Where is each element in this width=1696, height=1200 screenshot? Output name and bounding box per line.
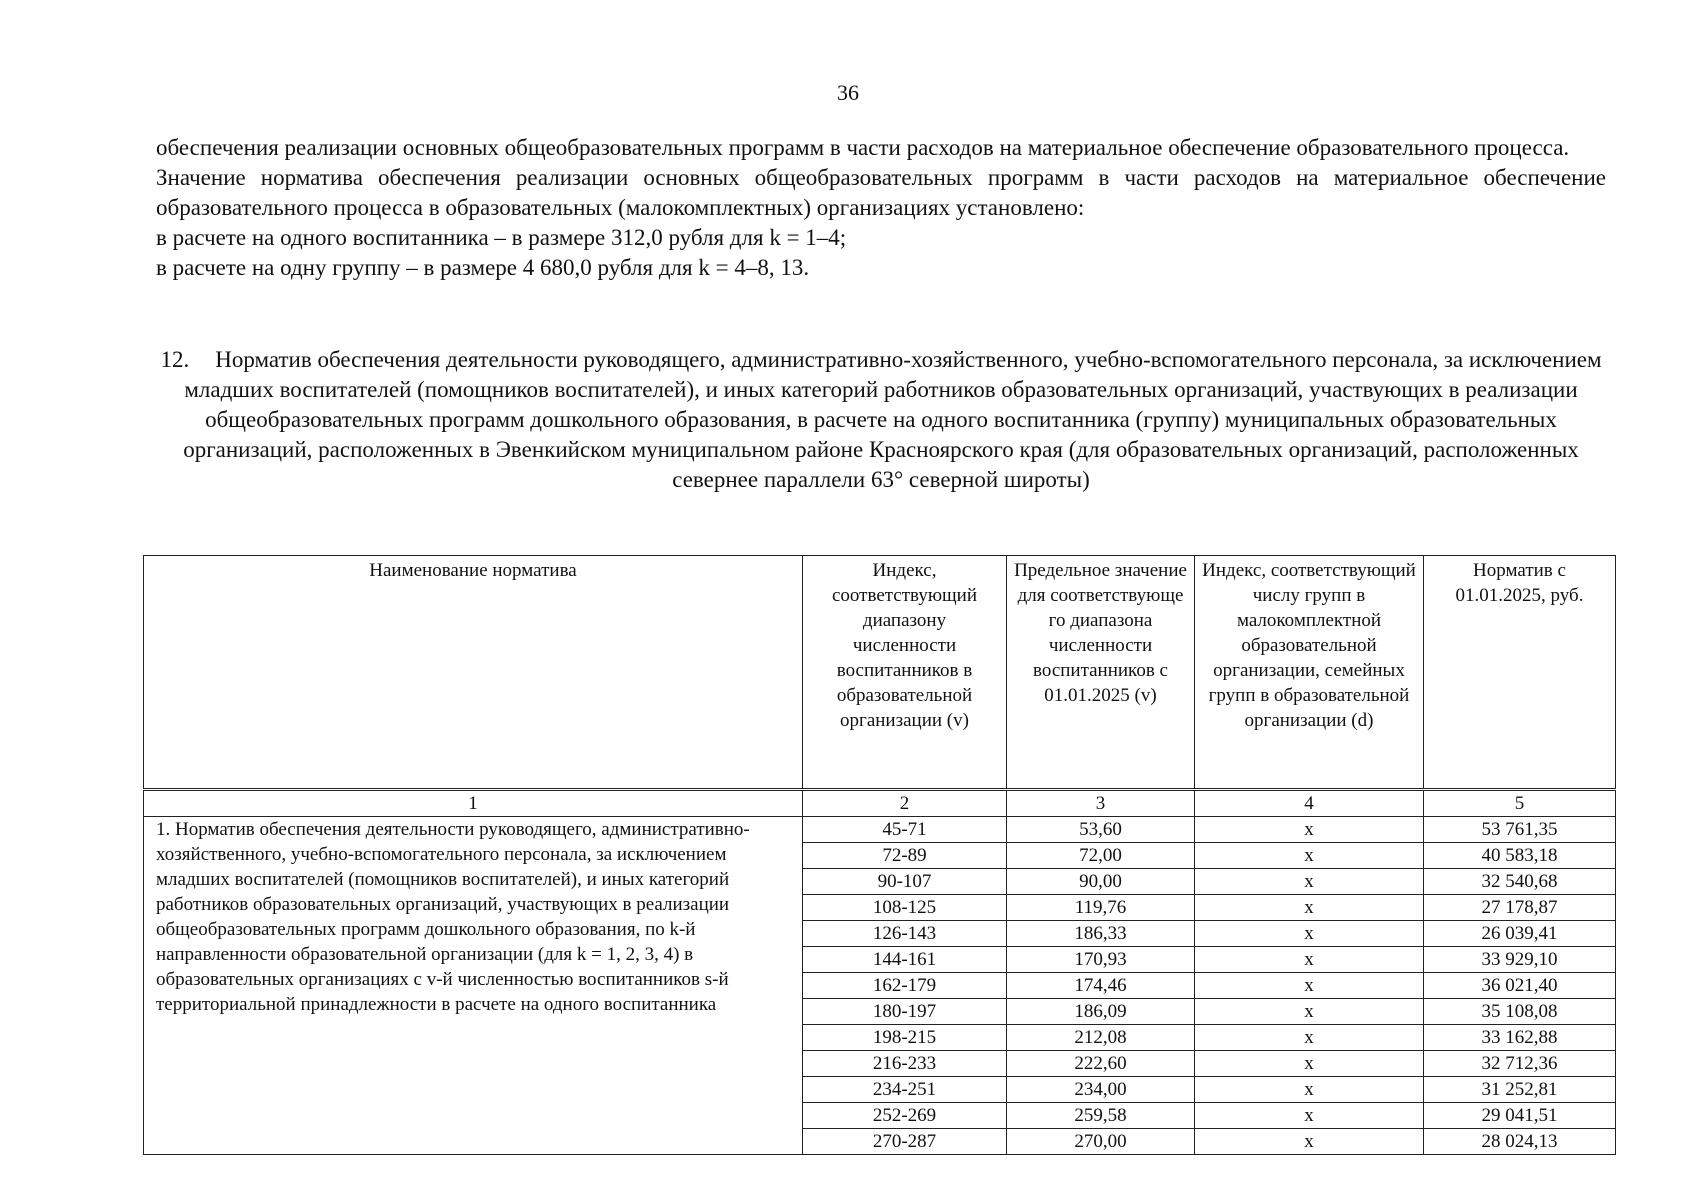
group-index-cell: x bbox=[1195, 869, 1424, 895]
norm-value-cell: 26 039,41 bbox=[1424, 921, 1616, 947]
group-index-cell: x bbox=[1195, 1103, 1424, 1129]
limit-cell: 170,93 bbox=[1007, 947, 1195, 973]
section-heading bbox=[156, 345, 1606, 495]
limit-cell: 90,00 bbox=[1007, 869, 1195, 895]
group-index-cell: x bbox=[1195, 1051, 1424, 1077]
limit-cell: 270,00 bbox=[1007, 1129, 1195, 1155]
norm-value-cell: 29 041,51 bbox=[1424, 1103, 1616, 1129]
group-index-cell: x bbox=[1195, 1025, 1424, 1051]
norm-name-cell: 1. Норматив обеспечения деятельности руководящего, административно-хозяйственного, учебно-вспомогательного персонала, за исключением младших воспитателей (помощников воспитателей), и иных категорий работников образовательных организаций, участвующих в реализации общеобразовательных программ дошкольного образования, по k-й направленности образовательной организации (для k = 1, 2, 3, 4) в образовательных организациях с v-й численностью воспитанников s-й территориальной принадлежности в расчете на одного воспитанника bbox=[144, 817, 803, 1155]
range-cell: 90-107 bbox=[803, 869, 1007, 895]
limit-cell: 259,58 bbox=[1007, 1103, 1195, 1129]
header-norm-value: Норматив с 01.01.2025, руб. bbox=[1424, 556, 1616, 790]
intro-line-per-group: в расчете на одну группу – в размере 4 680,0 рубля для k = 4–8, 13. bbox=[156, 255, 810, 280]
norm-value-cell: 36 021,40 bbox=[1424, 973, 1616, 999]
group-index-cell: x bbox=[1195, 1077, 1424, 1103]
limit-cell: 186,33 bbox=[1007, 921, 1195, 947]
range-cell: 270-287 bbox=[803, 1129, 1007, 1155]
limit-cell: 53,60 bbox=[1007, 817, 1195, 843]
column-number-row bbox=[144, 790, 1616, 817]
norm-value-cell: 31 252,81 bbox=[1424, 1077, 1616, 1103]
limit-cell: 72,00 bbox=[1007, 843, 1195, 869]
group-index-cell: x bbox=[1195, 895, 1424, 921]
range-cell: 216-233 bbox=[803, 1051, 1007, 1077]
page-number: 36 bbox=[837, 80, 859, 105]
column-number: 4 bbox=[1195, 790, 1424, 817]
range-cell: 126-143 bbox=[803, 921, 1007, 947]
table-header-row bbox=[144, 556, 1616, 790]
intro-paragraph-1: обеспечения реализации основных общеобразовательных программ в части расходов на материальное обеспечение образовательного процесса. bbox=[156, 135, 1570, 160]
column-number: 2 bbox=[803, 790, 1007, 817]
norm-value-cell: 40 583,18 bbox=[1424, 843, 1616, 869]
group-index-cell: x bbox=[1195, 947, 1424, 973]
header-norm-name: Наименование норматива bbox=[144, 556, 803, 790]
norm-value-cell: 53 761,35 bbox=[1424, 817, 1616, 843]
norm-value-cell: 33 929,10 bbox=[1424, 947, 1616, 973]
norm-value-cell: 35 108,08 bbox=[1424, 999, 1616, 1025]
range-cell: 234-251 bbox=[803, 1077, 1007, 1103]
limit-cell: 212,08 bbox=[1007, 1025, 1195, 1051]
intro-line-per-pupil: в расчете на одного воспитанника – в размере 312,0 рубля для k = 1–4; bbox=[156, 225, 847, 250]
column-number: 3 bbox=[1007, 790, 1195, 817]
norm-value-cell: 33 162,88 bbox=[1424, 1025, 1616, 1051]
intro-text bbox=[156, 133, 1606, 283]
group-index-cell: x bbox=[1195, 1129, 1424, 1155]
range-cell: 198-215 bbox=[803, 1025, 1007, 1051]
limit-cell: 186,09 bbox=[1007, 999, 1195, 1025]
header-range-index: Индекс, соответствующий диапазону численности воспитанников в образовательной организации (v) bbox=[803, 556, 1007, 790]
range-cell: 162-179 bbox=[803, 973, 1007, 999]
norm-value-cell: 32 540,68 bbox=[1424, 869, 1616, 895]
limit-cell: 119,76 bbox=[1007, 895, 1195, 921]
section-number: 12. bbox=[160, 347, 190, 372]
range-cell: 108-125 bbox=[803, 895, 1007, 921]
limit-cell: 222,60 bbox=[1007, 1051, 1195, 1077]
header-group-index: Индекс, соответствующий числу групп в малокомплектной образовательной организации, семейных групп в образовательной организации (d) bbox=[1195, 556, 1424, 790]
group-index-cell: x bbox=[1195, 843, 1424, 869]
intro-paragraph-2: Значение норматива обеспечения реализации основных общеобразовательных программ в части расходов на материальное обеспечение образовательного процесса в образовательных (малокомплектных) организациях установлено: bbox=[156, 165, 1606, 220]
range-cell: 45-71 bbox=[803, 817, 1007, 843]
group-index-cell: x bbox=[1195, 973, 1424, 999]
limit-cell: 234,00 bbox=[1007, 1077, 1195, 1103]
range-cell: 144-161 bbox=[803, 947, 1007, 973]
range-cell: 72-89 bbox=[803, 843, 1007, 869]
norm-value-cell: 32 712,36 bbox=[1424, 1051, 1616, 1077]
norm-table bbox=[143, 555, 1616, 1155]
group-index-cell: x bbox=[1195, 921, 1424, 947]
group-index-cell: x bbox=[1195, 817, 1424, 843]
norm-value-cell: 27 178,87 bbox=[1424, 895, 1616, 921]
section-title: Норматив обеспечения деятельности руководящего, административно-хозяйственного, учебно-вспомогательного персонала, за исключением младших воспитателей (помощников воспитателей), и иных категорий работников образовательных организаций, участвующих в реализации общеобразовательных программ дошкольного образования, в расчете на одного воспитанника (группу) муниципальных образовательных организаций, расположенных в Эвенкийском муниципальном районе Красноярского края (для образовательных организаций, расположенных севернее параллели 63° северной широты) bbox=[183, 347, 1602, 492]
range-cell: 180-197 bbox=[803, 999, 1007, 1025]
table-row bbox=[144, 817, 1616, 843]
norm-value-cell: 28 024,13 bbox=[1424, 1129, 1616, 1155]
column-number: 1 bbox=[144, 790, 803, 817]
limit-cell: 174,46 bbox=[1007, 973, 1195, 999]
group-index-cell: x bbox=[1195, 999, 1424, 1025]
column-number: 5 bbox=[1424, 790, 1616, 817]
header-limit-value: Предельное значение для соответствующе го диапазона численности воспитанников с 01.01.2025 (v) bbox=[1007, 556, 1195, 790]
range-cell: 252-269 bbox=[803, 1103, 1007, 1129]
